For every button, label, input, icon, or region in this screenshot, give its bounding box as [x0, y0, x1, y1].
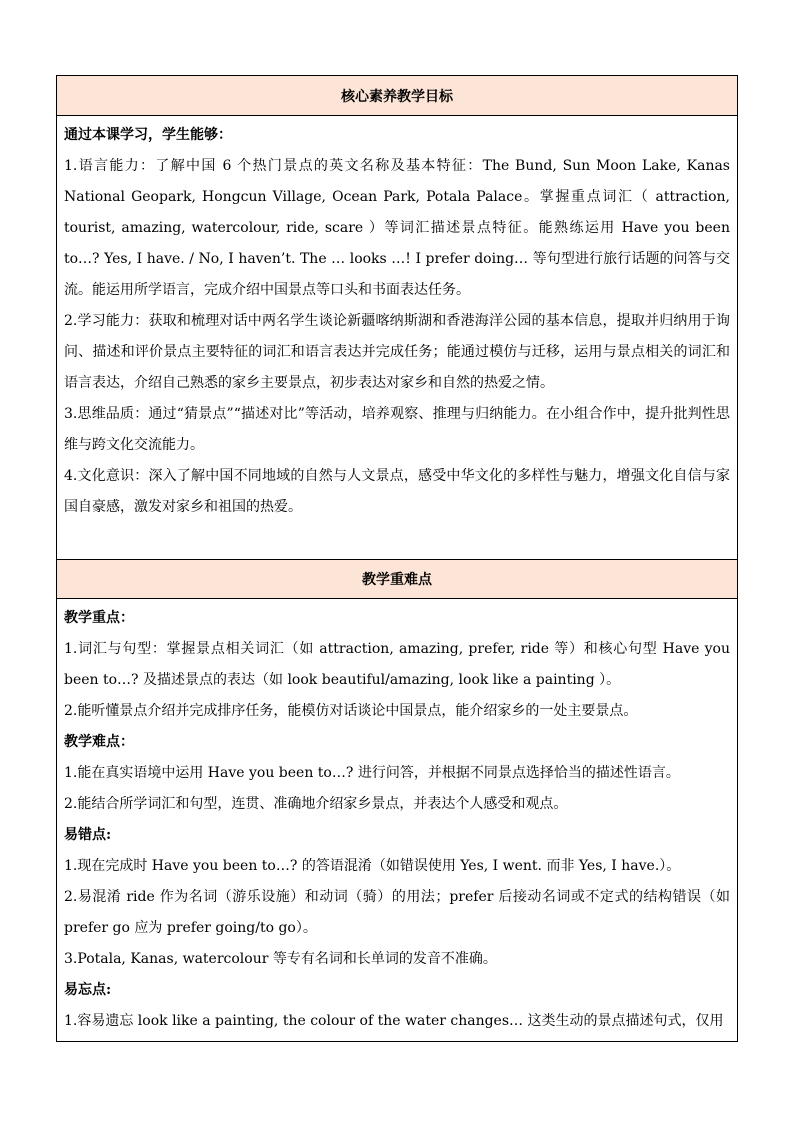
difficult-points-heading: 教学难点： — [64, 734, 134, 750]
difficulties-cell — [57, 599, 737, 1037]
difficult-point-item: 1.能在真实语境中运用 Have you been to…? 进行问答，并根据不同景点选择恰当的描述性语言。 — [64, 765, 680, 781]
goal-language-ability: 1.语言能力：了解中国 6 个热门景点的英文名称及基本特征：The Bund, Sun Moon Lake, Kanas National Geopark, Hongcun Village, Ocean Park, Potala Palace。掌握重点词汇（ attraction, tourist, amazing, watercolour, ride, scare ）等词汇描述景点特征。能熟练运用 Have you been to…? Yes, I have. / No, I haven’t. The … looks …! I prefer doing… 等句型进行旅行话题的问答与交流。能运用所学语言，完成介绍中国景点等口头和书面表达任务。 — [64, 158, 730, 298]
difficult-point-item: 2.能结合所学词汇和句型，连贯、准确地介绍家乡景点，并表达个人感受和观点。 — [64, 796, 568, 812]
goal-learning-ability: 2.学习能力：获取和梳理对话中两名学生谈论新疆喀纳斯湖和香港海洋公园的基本信息，提取并归纳用于询问、描述和评价景点主要特征的词汇和语言表达并完成任务；能通过模仿与迁移，运用与景点相关的词汇和语言表达，介绍自己熟悉的家乡主要景点，初步表达对家乡和自然的热爱之情。 — [64, 313, 730, 391]
error-point-item: 3.Potala, Kanas, watercolour 等专有名词和长单词的发音不准确。 — [64, 951, 497, 967]
error-points-heading: 易错点: — [64, 827, 112, 843]
forget-points-heading: 易忘点: — [64, 982, 112, 998]
error-point-item: 2.易混淆 ride 作为名词（游乐设施）和动词（骑）的用法；prefer 后接动名词或不定式的结构错误（如 prefer go 应为 prefer going/to go）。 — [64, 889, 730, 936]
goals-title: 核心素养教学目标 — [341, 88, 453, 105]
goal-cultural-awareness: 4.文化意识：深入了解中国不同地域的自然与人文景点，感受中华文化的多样性与魅力，增强文化自信与家国自豪感，激发对家乡和祖国的热爱。 — [64, 468, 730, 515]
goals-header — [57, 76, 737, 116]
lesson-plan-table — [56, 75, 738, 1042]
error-point-item: 1.现在完成时 Have you been to…? 的答语混淆（如错误使用 Yes, I went. 而非 Yes, I have.）。 — [64, 858, 681, 874]
goals-cell — [57, 116, 737, 559]
goals-intro: 通过本课学习，学生能够： — [64, 127, 232, 143]
key-point-item: 2.能听懂景点介绍并完成排序任务，能模仿对话谈论中国景点，能介绍家乡的一处主要景点。 — [64, 703, 638, 719]
difficulties-title: 教学重难点 — [362, 572, 432, 588]
goal-thinking-quality: 3.思维品质：通过“猜景点”“描述对比”等活动，培养观察、推理与归纳能力。在小组合作中，提升批判性思维与跨文化交流能力。 — [64, 406, 730, 453]
difficulties-header — [57, 559, 737, 599]
forget-point-item: 1.容易遗忘 look like a painting, the colour of the water changes… 这类生动的景点描述句式，仅用 — [64, 1013, 724, 1029]
key-points-heading: 教学重点： — [64, 610, 134, 626]
key-point-item: 1.词汇与句型：掌握景点相关词汇（如 attraction, amazing, prefer, ride 等）和核心句型 Have you been to…? 及描述景点的表达（如 look beautiful/amazing, look like a painting ）。 — [64, 641, 730, 688]
